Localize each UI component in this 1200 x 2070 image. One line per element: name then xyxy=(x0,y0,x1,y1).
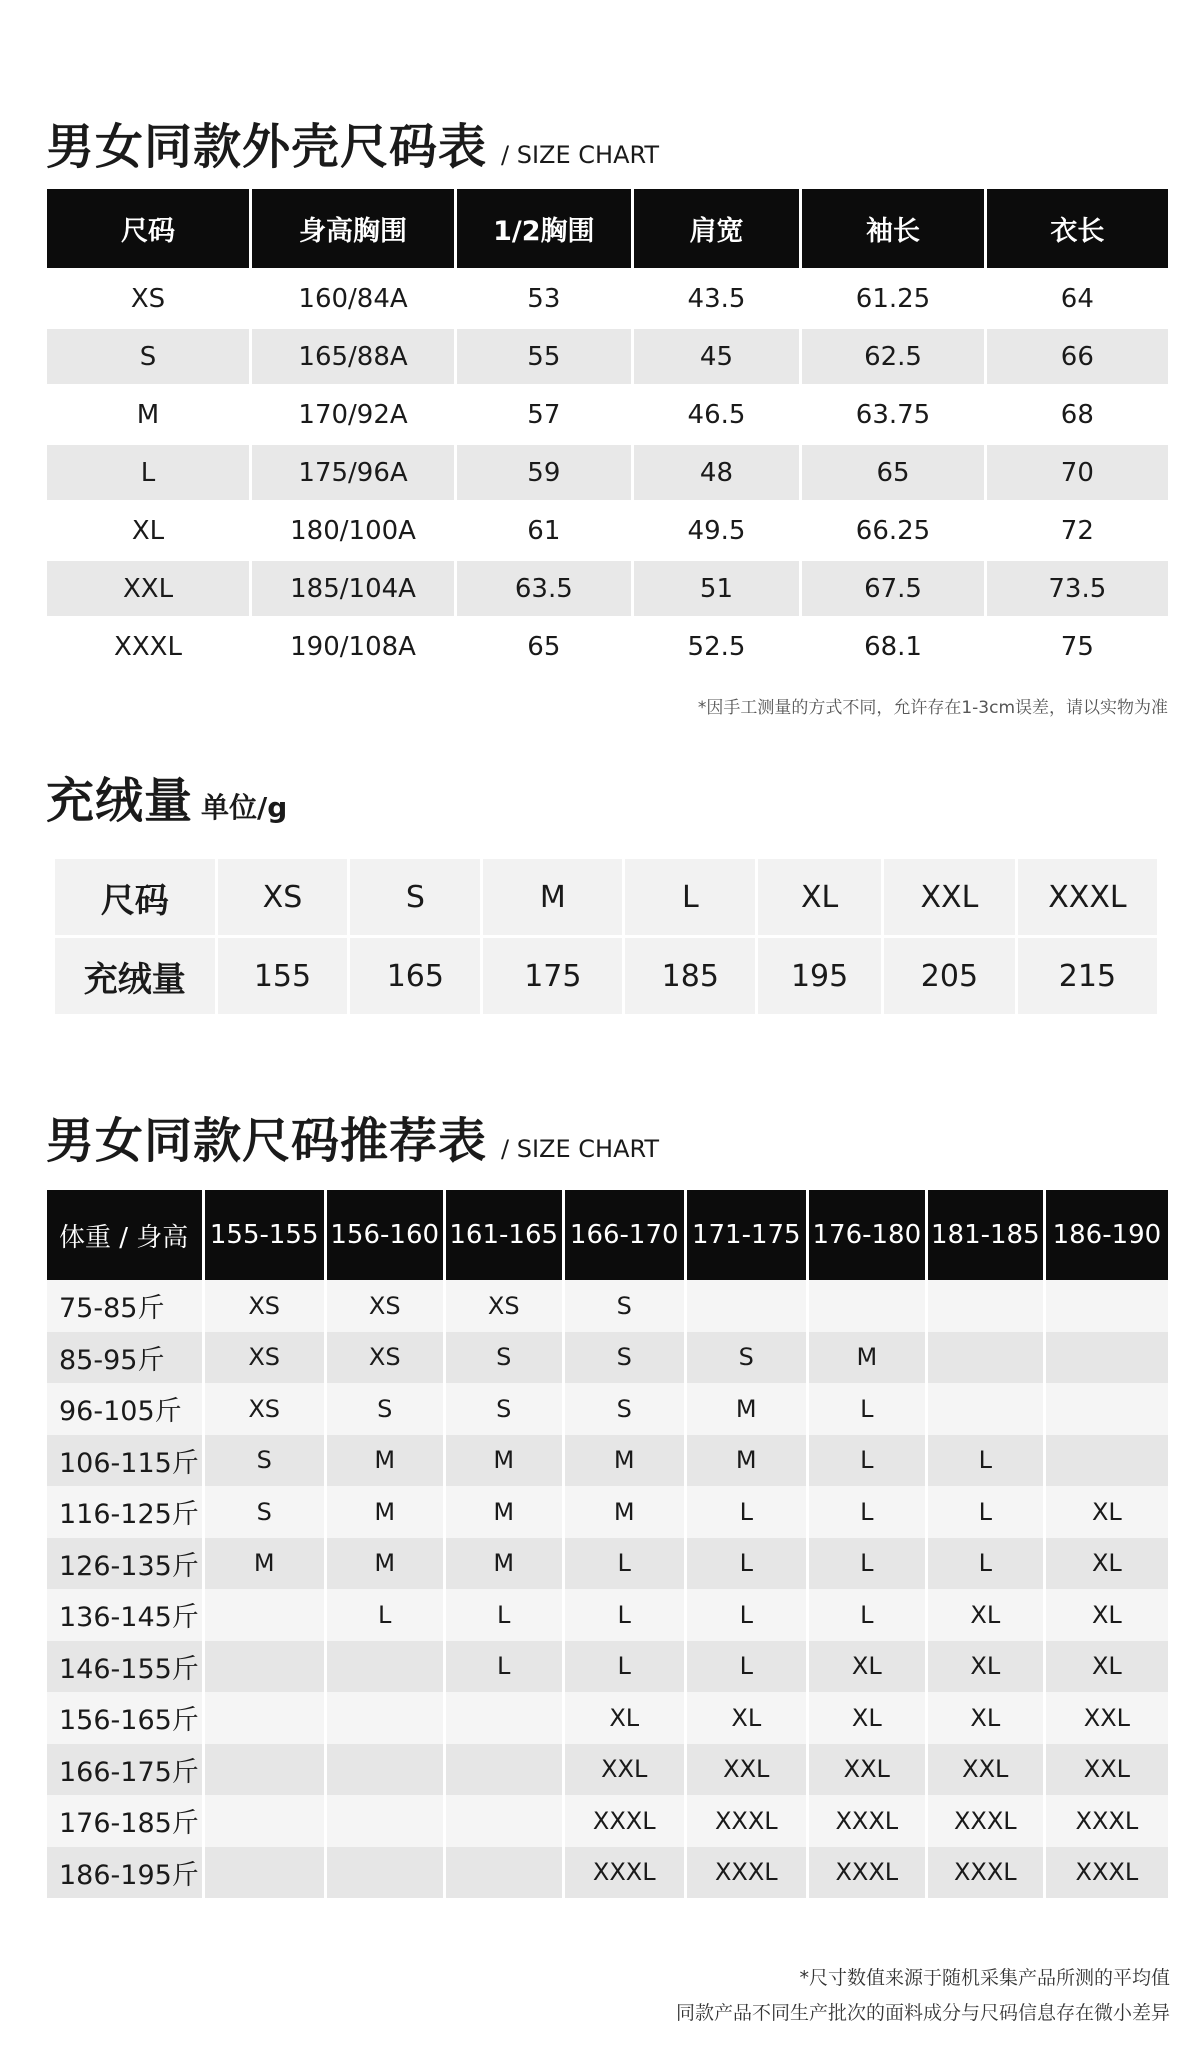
size-chart-cell: 70 xyxy=(987,445,1168,500)
recommended-size-cell xyxy=(687,1280,806,1332)
weight-range-cell: 75-85斤 xyxy=(47,1280,202,1332)
recommendation-heading xyxy=(46,1102,659,1171)
recommended-size-cell: XXL xyxy=(565,1744,684,1796)
recommendation-header-row xyxy=(47,1190,1168,1280)
size-chart-row xyxy=(47,387,1168,442)
recommended-size-cell xyxy=(205,1641,324,1693)
recommendation-row xyxy=(47,1332,1168,1384)
height-range-header: 181-185 xyxy=(928,1190,1043,1280)
size-chart-title: 男女同款外壳尺码表 xyxy=(46,119,488,175)
size-chart-heading xyxy=(46,108,659,177)
footnote-average: *尺寸数值来源于随机采集产品所测的平均值 xyxy=(799,1967,1170,1989)
size-chart-cell: XXXL xyxy=(114,631,182,662)
recommended-size-cell: L xyxy=(687,1589,806,1641)
recommended-size-cell xyxy=(446,1847,562,1899)
recommended-size-cell: XL xyxy=(928,1641,1043,1693)
recommended-size-cell: S xyxy=(565,1280,684,1332)
recommended-size-cell: XL xyxy=(1046,1486,1168,1538)
recommended-size-cell: XXXL xyxy=(687,1795,806,1847)
size-row-label: 尺码 xyxy=(55,859,215,935)
recommended-size-cell: L xyxy=(446,1589,562,1641)
recommended-size-cell: L xyxy=(565,1589,684,1641)
size-chart-header-row xyxy=(47,189,1168,268)
size-chart-row xyxy=(47,445,1168,500)
recommendation-row xyxy=(47,1280,1168,1332)
down-fill-table xyxy=(52,856,1160,1017)
recommended-size-cell: XL xyxy=(928,1692,1043,1744)
size-chart-cell: 165/88A xyxy=(252,329,454,384)
recommended-size-cell xyxy=(1046,1383,1168,1435)
recommended-size-cell: XXXL xyxy=(928,1847,1043,1899)
weight-range-cell: 146-155斤 xyxy=(47,1641,202,1693)
down-fill-size-row xyxy=(55,859,1157,935)
recommended-size-cell: L xyxy=(928,1486,1043,1538)
size-chart-row xyxy=(47,561,1168,616)
recommendation-title: 男女同款尺码推荐表 xyxy=(46,1113,488,1169)
recommended-size-cell: M xyxy=(446,1538,562,1590)
fill-row-label: 充绒量 xyxy=(55,938,215,1014)
recommended-size-cell: M xyxy=(327,1435,443,1487)
recommendation-row xyxy=(47,1847,1168,1899)
size-chart-cell: 65 xyxy=(527,631,561,662)
recommended-size-cell: XL xyxy=(809,1692,925,1744)
recommended-size-cell: M xyxy=(687,1383,806,1435)
down-fill-size-cell: S xyxy=(350,859,480,935)
size-chart-cell: XL xyxy=(131,515,165,546)
down-fill-value-cell: 155 xyxy=(218,938,348,1014)
recommended-size-cell: XXXL xyxy=(565,1795,684,1847)
size-chart-cell: 180/100A xyxy=(290,515,416,546)
footnote-batch: 同款产品不同生产批次的面料成分与尺码信息存在微小差异 xyxy=(675,2002,1170,2024)
recommended-size-cell xyxy=(809,1280,925,1332)
recommended-size-cell: M xyxy=(565,1435,684,1487)
size-chart-cell: XS xyxy=(130,283,166,314)
recommended-size-cell: XL xyxy=(1046,1589,1168,1641)
weight-range-cell: 136-145斤 xyxy=(47,1589,202,1641)
recommended-size-cell: L xyxy=(565,1538,684,1590)
recommendation-row xyxy=(47,1744,1168,1796)
recommended-size-cell: XXXL xyxy=(1046,1847,1168,1899)
recommended-size-cell: M xyxy=(327,1538,443,1590)
weight-range-cell: 166-175斤 xyxy=(47,1744,202,1796)
recommended-size-cell: L xyxy=(809,1486,925,1538)
recommended-size-cell: XXL xyxy=(687,1744,806,1796)
recommended-size-cell: S xyxy=(565,1332,684,1384)
recommended-size-cell: L xyxy=(928,1435,1043,1487)
recommended-size-cell: M xyxy=(809,1332,925,1384)
down-fill-size-cell: XXL xyxy=(884,859,1015,935)
recommended-size-cell xyxy=(446,1744,562,1796)
down-fill-value-cell: 195 xyxy=(758,938,881,1014)
recommendation-row xyxy=(47,1486,1168,1538)
size-chart-cell: 48 xyxy=(634,445,800,500)
size-chart-cell: XXL xyxy=(47,561,249,616)
size-chart-cell: 46.5 xyxy=(687,399,746,430)
recommended-size-cell: XS xyxy=(205,1332,324,1384)
recommended-size-cell: L xyxy=(565,1641,684,1693)
recommended-size-cell: XS xyxy=(205,1280,324,1332)
recommended-size-cell: S xyxy=(327,1383,443,1435)
size-chart-row xyxy=(47,329,1168,384)
recommendation-table xyxy=(44,1190,1171,1898)
size-chart-cell: 57 xyxy=(527,399,561,430)
recommendation-row xyxy=(47,1641,1168,1693)
recommended-size-cell xyxy=(446,1795,562,1847)
weight-range-cell: 156-165斤 xyxy=(47,1692,202,1744)
header-cell: 尺码 xyxy=(47,189,249,268)
recommended-size-cell: L xyxy=(687,1538,806,1590)
recommended-size-cell xyxy=(928,1332,1043,1384)
size-chart-cell: 49.5 xyxy=(687,515,746,546)
size-chart-cell: 61.25 xyxy=(855,283,931,314)
recommended-size-cell: L xyxy=(687,1486,806,1538)
recommended-size-cell: XXL xyxy=(1046,1692,1168,1744)
size-chart-cell: 66.25 xyxy=(855,515,931,546)
size-chart-cell: 59 xyxy=(457,445,631,500)
size-chart-cell: 68 xyxy=(1060,399,1094,430)
recommended-size-cell: XXXL xyxy=(565,1847,684,1899)
weight-range-cell: 85-95斤 xyxy=(47,1332,202,1384)
recommended-size-cell: S xyxy=(205,1435,324,1487)
size-chart-cell: 52.5 xyxy=(687,631,746,662)
recommended-size-cell: XL xyxy=(809,1641,925,1693)
recommended-size-cell: M xyxy=(446,1486,562,1538)
recommended-size-cell: S xyxy=(205,1486,324,1538)
down-fill-title: 充绒量 xyxy=(46,773,194,829)
down-fill-size-cell: L xyxy=(625,859,755,935)
recommended-size-cell: XL xyxy=(565,1692,684,1744)
recommended-size-cell xyxy=(327,1744,443,1796)
size-chart-cell: 61 xyxy=(527,515,561,546)
size-chart-cell: 55 xyxy=(457,329,631,384)
recommended-size-cell xyxy=(205,1744,324,1796)
size-chart-cell: 73.5 xyxy=(987,561,1168,616)
recommended-size-cell xyxy=(928,1280,1043,1332)
down-fill-value-row xyxy=(55,938,1157,1014)
weight-range-cell: 186-195斤 xyxy=(47,1847,202,1899)
recommended-size-cell: M xyxy=(205,1538,324,1590)
recommended-size-cell: XS xyxy=(327,1332,443,1384)
size-chart-cell: 53 xyxy=(527,283,561,314)
height-range-header: 166-170 xyxy=(565,1190,684,1280)
recommended-size-cell xyxy=(327,1641,443,1693)
recommended-size-cell: XXXL xyxy=(809,1795,925,1847)
height-range-header: 156-160 xyxy=(327,1190,443,1280)
recommended-size-cell: XS xyxy=(446,1280,562,1332)
down-fill-size-cell: M xyxy=(483,859,622,935)
size-chart-cell: 170/92A xyxy=(298,399,408,430)
recommended-size-cell: S xyxy=(565,1383,684,1435)
recommended-size-cell: L xyxy=(687,1641,806,1693)
recommended-size-cell: XXXL xyxy=(928,1795,1043,1847)
recommended-size-cell xyxy=(1046,1332,1168,1384)
recommended-size-cell xyxy=(205,1847,324,1899)
down-fill-value-cell: 185 xyxy=(625,938,755,1014)
recommended-size-cell: L xyxy=(809,1435,925,1487)
header-cell: 肩宽 xyxy=(634,189,800,268)
recommended-size-cell: M xyxy=(565,1486,684,1538)
recommended-size-cell: XXXL xyxy=(687,1847,806,1899)
size-chart-row xyxy=(47,619,1168,674)
size-chart-cell: 68.1 xyxy=(864,631,922,662)
size-chart-cell: L xyxy=(47,445,249,500)
size-chart-cell: 75 xyxy=(1060,631,1094,662)
recommended-size-cell: L xyxy=(446,1641,562,1693)
recommended-size-cell: XXL xyxy=(809,1744,925,1796)
size-chart-cell: 67.5 xyxy=(802,561,983,616)
height-range-header: 186-190 xyxy=(1046,1190,1168,1280)
corner-header: 体重 / 身高 xyxy=(47,1190,202,1280)
recommendation-row xyxy=(47,1589,1168,1641)
recommended-size-cell: M xyxy=(327,1486,443,1538)
recommended-size-cell: XXL xyxy=(928,1744,1043,1796)
recommendation-subtitle: / SIZE CHART xyxy=(501,1135,660,1163)
size-chart-row xyxy=(47,503,1168,558)
down-fill-value-cell: 215 xyxy=(1018,938,1157,1014)
weight-range-cell: 116-125斤 xyxy=(47,1486,202,1538)
recommended-size-cell: XXXL xyxy=(809,1847,925,1899)
down-fill-value-cell: 165 xyxy=(350,938,480,1014)
recommended-size-cell xyxy=(327,1847,443,1899)
weight-range-cell: 106-115斤 xyxy=(47,1435,202,1487)
header-cell: 身高胸围 xyxy=(252,189,454,268)
recommended-size-cell: L xyxy=(327,1589,443,1641)
header-cell: 1/2胸围 xyxy=(457,189,631,268)
recommended-size-cell xyxy=(928,1383,1043,1435)
recommended-size-cell: S xyxy=(446,1332,562,1384)
recommended-size-cell: XS xyxy=(327,1280,443,1332)
size-chart-cell: M xyxy=(136,399,160,430)
recommended-size-cell xyxy=(1046,1435,1168,1487)
header-cell: 衣长 xyxy=(987,189,1168,268)
size-chart-cell: 190/108A xyxy=(290,631,416,662)
weight-range-cell: 126-135斤 xyxy=(47,1538,202,1590)
down-fill-heading xyxy=(46,762,287,831)
recommended-size-cell: M xyxy=(687,1435,806,1487)
recommendation-row xyxy=(47,1435,1168,1487)
recommended-size-cell: L xyxy=(809,1538,925,1590)
size-chart-table xyxy=(44,186,1171,677)
recommended-size-cell xyxy=(205,1795,324,1847)
size-chart-cell: 43.5 xyxy=(687,283,746,314)
recommended-size-cell xyxy=(327,1692,443,1744)
weight-range-cell: 176-185斤 xyxy=(47,1795,202,1847)
recommended-size-cell: XL xyxy=(687,1692,806,1744)
recommended-size-cell xyxy=(205,1589,324,1641)
recommended-size-cell: XS xyxy=(205,1383,324,1435)
size-chart-cell: 160/84A xyxy=(298,283,408,314)
size-chart-cell: 65 xyxy=(802,445,983,500)
size-chart-cell: 62.5 xyxy=(802,329,983,384)
size-chart-row xyxy=(47,271,1168,326)
down-fill-size-cell: XXXL xyxy=(1018,859,1157,935)
recommended-size-cell: M xyxy=(446,1435,562,1487)
size-chart-cell: 175/96A xyxy=(252,445,454,500)
size-chart-cell: 51 xyxy=(634,561,800,616)
down-fill-value-cell: 205 xyxy=(884,938,1015,1014)
height-range-header: 161-165 xyxy=(446,1190,562,1280)
recommended-size-cell xyxy=(446,1692,562,1744)
weight-range-cell: 96-105斤 xyxy=(47,1383,202,1435)
recommended-size-cell: XL xyxy=(1046,1641,1168,1693)
size-chart-subtitle: / SIZE CHART xyxy=(501,141,660,169)
measurement-note: *因手工测量的方式不同，允许存在1-3cm误差，请以实物为准 xyxy=(697,698,1168,718)
size-chart-cell: 63.5 xyxy=(457,561,631,616)
recommended-size-cell: L xyxy=(809,1383,925,1435)
recommendation-row xyxy=(47,1383,1168,1435)
size-chart-cell: 185/104A xyxy=(252,561,454,616)
size-chart-cell: 72 xyxy=(1060,515,1094,546)
recommended-size-cell: S xyxy=(687,1332,806,1384)
recommended-size-cell xyxy=(1046,1280,1168,1332)
size-chart-cell: S xyxy=(47,329,249,384)
recommendation-row xyxy=(47,1795,1168,1847)
size-chart-cell: 63.75 xyxy=(855,399,931,430)
recommended-size-cell: S xyxy=(446,1383,562,1435)
size-chart-cell: 45 xyxy=(634,329,800,384)
down-fill-unit: 单位/g xyxy=(201,791,288,824)
recommended-size-cell: XL xyxy=(1046,1538,1168,1590)
recommended-size-cell: XXXL xyxy=(1046,1795,1168,1847)
size-chart-cell: 64 xyxy=(1060,283,1094,314)
down-fill-size-cell: XS xyxy=(218,859,348,935)
height-range-header: 171-175 xyxy=(687,1190,806,1280)
size-chart-cell: 66 xyxy=(987,329,1168,384)
recommended-size-cell: XXL xyxy=(1046,1744,1168,1796)
recommended-size-cell xyxy=(205,1692,324,1744)
recommended-size-cell xyxy=(327,1795,443,1847)
height-range-header: 155-155 xyxy=(205,1190,324,1280)
down-fill-value-cell: 175 xyxy=(483,938,622,1014)
header-cell: 袖长 xyxy=(802,189,983,268)
recommendation-row xyxy=(47,1538,1168,1590)
height-range-header: 176-180 xyxy=(809,1190,925,1280)
recommended-size-cell: XL xyxy=(928,1589,1043,1641)
recommended-size-cell: L xyxy=(928,1538,1043,1590)
recommended-size-cell: L xyxy=(809,1589,925,1641)
down-fill-size-cell: XL xyxy=(758,859,881,935)
recommendation-row xyxy=(47,1692,1168,1744)
